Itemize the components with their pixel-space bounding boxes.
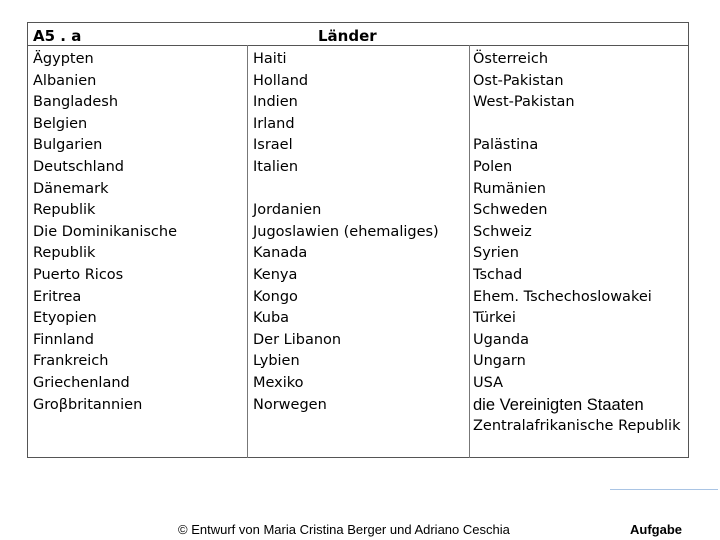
country-item: Israel xyxy=(253,137,293,154)
author-credit: © Entwurf von Maria Cristina Berger und Adriano Ceschia xyxy=(178,522,510,537)
country-item: Republik xyxy=(33,202,96,219)
country-item: Ehem. Tschechoslowakei xyxy=(473,288,652,305)
country-column-1 xyxy=(33,49,177,416)
country-item: Dänemark xyxy=(33,180,109,197)
country-item: Belgien xyxy=(33,115,88,132)
country-item: Italien xyxy=(253,158,299,175)
country-item: Puerto Ricos xyxy=(33,266,124,283)
country-item: Albanien xyxy=(33,72,97,89)
country-item: Kongo xyxy=(253,288,298,305)
country-item: Syrien xyxy=(473,245,519,262)
task-label: Aufgabe xyxy=(630,522,682,537)
country-item: Jugoslawien (ehemaliges) xyxy=(253,223,439,240)
country-item: Holland xyxy=(253,72,309,89)
country-column-3 xyxy=(473,49,680,438)
country-item: Haiti xyxy=(253,51,287,67)
footer-divider xyxy=(610,489,718,490)
country-item: Zentralafrikanische Republik xyxy=(473,418,681,435)
country-item: Kuba xyxy=(253,310,290,327)
country-item: Schweden xyxy=(473,202,548,219)
country-item: Indien xyxy=(253,94,298,111)
group-spacer xyxy=(253,179,439,201)
country-item: USA xyxy=(473,374,504,391)
country-item: Jordanien xyxy=(253,202,322,219)
country-item: Irland xyxy=(253,115,295,132)
country-item: die Vereinigten Staaten xyxy=(473,395,644,414)
country-item: Rumänien xyxy=(473,180,546,197)
country-item: Eritrea xyxy=(33,288,82,305)
country-item: Tschad xyxy=(473,266,523,283)
country-item: Ägypten xyxy=(33,51,94,67)
country-item: Österreich xyxy=(473,51,549,67)
column-divider-1 xyxy=(247,45,248,458)
country-item: Finnland xyxy=(33,331,95,348)
country-item: Die Dominikanische xyxy=(33,223,178,240)
country-item: Griechenland xyxy=(33,374,130,391)
group-spacer xyxy=(473,114,680,136)
column-divider-2 xyxy=(469,45,470,458)
country-item: Etyopien xyxy=(33,310,97,327)
header-divider xyxy=(27,45,689,46)
country-item: Bangladesh xyxy=(33,94,119,111)
country-item: Palästina xyxy=(473,137,539,154)
exercise-code: A5 . a xyxy=(33,27,82,45)
country-item: Kanada xyxy=(253,245,308,262)
country-item: Republik xyxy=(33,245,96,262)
country-item: West-Pakistan xyxy=(473,94,575,111)
country-item: Ungarn xyxy=(473,353,526,370)
country-item: Uganda xyxy=(473,331,529,348)
country-item: Schweiz xyxy=(473,223,532,240)
country-item: Norwegen xyxy=(253,396,327,413)
country-item: Lybien xyxy=(253,353,300,370)
country-item: Mexiko xyxy=(253,374,304,391)
country-item: Deutschland xyxy=(33,158,124,175)
country-column-2 xyxy=(253,49,439,416)
country-item: Groβbritannien xyxy=(33,396,143,413)
country-item: Der Libanon xyxy=(253,331,342,348)
country-item: Kenya xyxy=(253,266,298,283)
table-title: Länder xyxy=(318,27,377,45)
country-item: Bulgarien xyxy=(33,137,103,154)
country-item: Frankreich xyxy=(33,353,109,370)
country-item: Türkei xyxy=(473,310,516,327)
country-item: Polen xyxy=(473,158,513,175)
country-item: Ost-Pakistan xyxy=(473,72,564,89)
